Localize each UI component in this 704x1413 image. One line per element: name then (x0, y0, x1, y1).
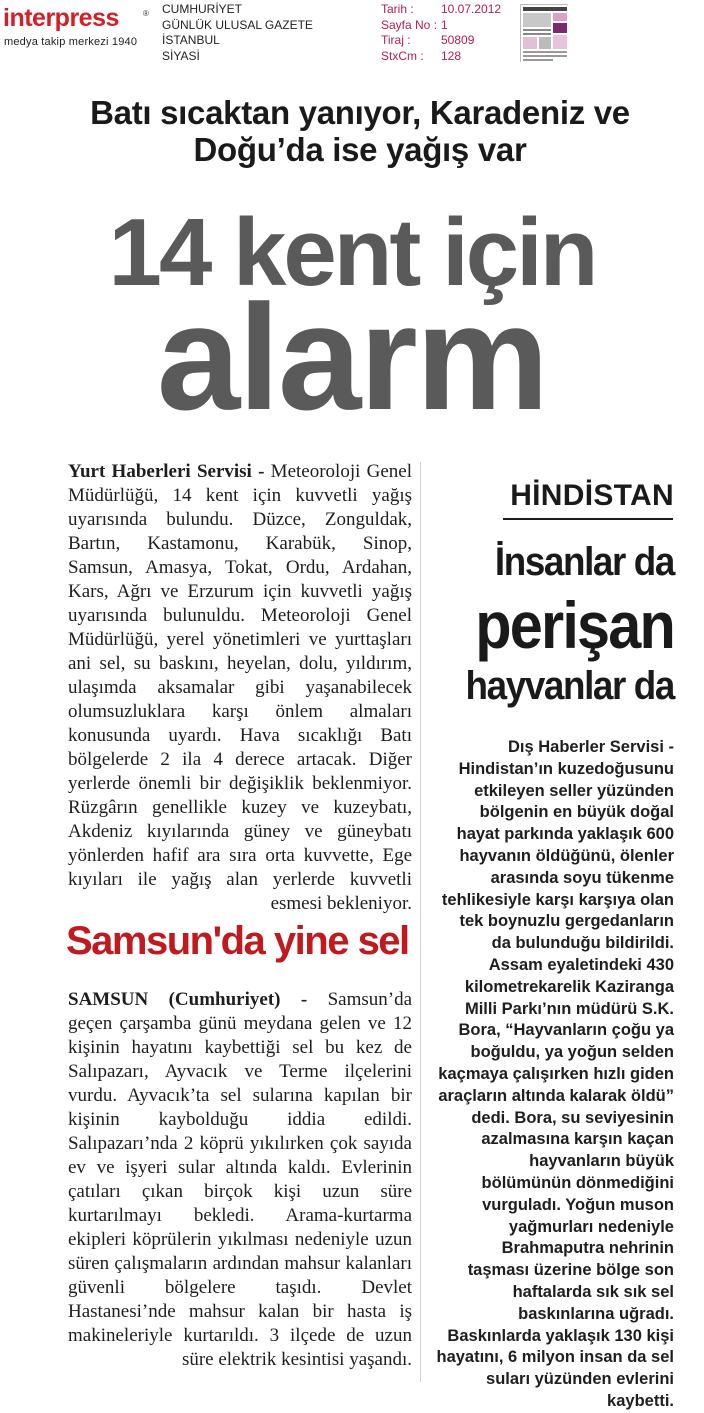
body-text: Samsun’da geçen çarşamba günü meydana gelen ve 12 kişinin hayatını kaybettiği sel bu kez de Salıpazarı, Ayvacık ve Terme ilçelerini vurdu. Ayvacık’ta sel sularına kapılan bir kişinin kaybolduğu iddia edildi. Salıpazarı’nda 2 köprü yıkılırken çok sayıda ev ve işyeri sular altında kaldı. Evlerinin çatıları çıkan birçok kişi uzun süre kurtarılmayı bekledi. Arama-kurtarma ekipleri köprülerin yıkılması nedeniyle uzun süren çalışmaların ardından mahsur kalanları güvenli bölgelere taşıdı. Devlet Hastanesi’nde mahsur kalan bir hasta iş makineleriyle kurtarıldı. 3 ilçede de uzun süre elektrik kesintisi yaşandı. (68, 989, 412, 1370)
logo-tagline: medya takip merkezi 1940 (4, 36, 138, 48)
meta-row-stxcm (381, 49, 511, 65)
meta-label: Sayfa No : (381, 17, 438, 32)
interpress-logo (3, 4, 153, 48)
byline: Yurt Haberleri Servisi - (68, 461, 265, 482)
meta-label: StxCm : (381, 48, 424, 63)
meta-label: Tiraj : (381, 33, 411, 47)
weather-article-body (68, 460, 412, 916)
samsun-article-body (68, 988, 412, 1372)
weather-article (68, 460, 412, 916)
headline-line-2: alarm (156, 273, 548, 441)
page-thumbnail (520, 4, 568, 62)
column-divider (420, 462, 421, 1382)
india-headline-line-1: İnsanlar da (494, 540, 674, 584)
meta-row-page (381, 18, 511, 34)
section-label: HİNDİSTAN (510, 479, 674, 512)
publication-city: İSTANBUL (162, 33, 220, 47)
logo-text: interpress (3, 4, 119, 32)
section-underline (503, 518, 673, 520)
meta-value: 128 (441, 48, 462, 63)
samsun-subhead: Samsun'da yine sel (66, 919, 409, 963)
clipping-header (0, 0, 704, 66)
meta-row-circulation (381, 33, 511, 49)
india-article-body: Dış Haberler Servisi - Hindistan’ın kuzedoğusunu etkileyen seller yüzünden bölgenin en büyük doğal hayat parkında yaklaşık 600 hayvanın öldüğünü, ölenler arasında soyu tükenme tehlikesiyle karşı karşıya olan tek boynuzlu gergedanların da bulunduğu bildirildi. Assam eyaletindeki 430 kilometrekarelik Kaziranga Milli Parkı’nın müdürü S.K. Bora, “Hayvanların çoğu ya boğuldu, ya yoğun selden kaçmaya çalışırken hızlı giden araçların altında kalarak öldü” dedi. Bora, su seviyesinin azalmasına karşın kaçan hayvanların büyük bölümünün dönmediğini vurguladı. Yoğun muson yağmurları nedeniyle Brahmaputra nehrinin taşması üzerine bölge son haftalarda sık sık sel baskınlarına uğradı. Baskınlarda yaklaşık 130 kişi hayatını, 6 milyon insan da sel suları yüzünden evlerini kaybetti. (436, 738, 674, 1410)
meta-value: 1 (441, 17, 448, 32)
india-headline-line-2: perişan (475, 588, 674, 662)
registered-mark: ® (143, 9, 149, 18)
publication-category: SİYASİ (162, 48, 200, 63)
article-kicker: Batı sıcaktan yanıyor, Karadeniz ve Doğu’da ise yağış var (90, 94, 630, 168)
meta-label: Tarih : (381, 2, 414, 16)
clipping-meta (381, 2, 511, 64)
meta-value: 10.07.2012 (441, 2, 502, 16)
byline: SAMSUN (Cumhuriyet) - (68, 989, 308, 1010)
publication-info (162, 2, 313, 64)
meta-value: 50809 (441, 33, 475, 47)
samsun-article (68, 988, 412, 1372)
india-article (436, 737, 674, 1413)
publication-name: CUMHURİYET (162, 2, 242, 16)
body-text: Meteoroloji Genel Müdürlüğü, 14 kent için kuvvetli yağış uyarısında bulundu. Düzce, Zonguldak, Bartın, Kastamonu, Karabük, Sinop, Samsun, Amasya, Tokat, Ordu, Ardahan, Kars, Ağrı ve Erzurum için kuvvetli yağış uyarısında bulunuldu. Meteoroloji Genel Müdürlüğü, yerel yönetimleri ve yurttaşları ani sel, su baskını, heyelan, dolu, yıldırım, ulaşımda aksamalar gibi yaşanabilecek olumsuzluklara karşı önlem almaları konusunda uyardı. Hava sıcaklığı Batı bölgelerde 2 ila 4 derece artacak. Diğer yerlerde önemli bir değişiklik beklenmiyor. Rüzgârın genellikle kuzey ve kuzeybatı, Akdeniz kıyılarında güney ve güneybatı yönlerden hafif ara sıra orta kuvvette, Ege kıyıları ile yağış alan yerlerde kuvvetli esmesi bekleniyor. (68, 461, 412, 914)
meta-row-date (381, 2, 511, 18)
headline-line-1: 14 kent için (108, 199, 596, 306)
publication-type: GÜNLÜK ULUSAL GAZETE (162, 17, 313, 32)
india-headline-line-3: hayvanlar da (465, 664, 674, 708)
